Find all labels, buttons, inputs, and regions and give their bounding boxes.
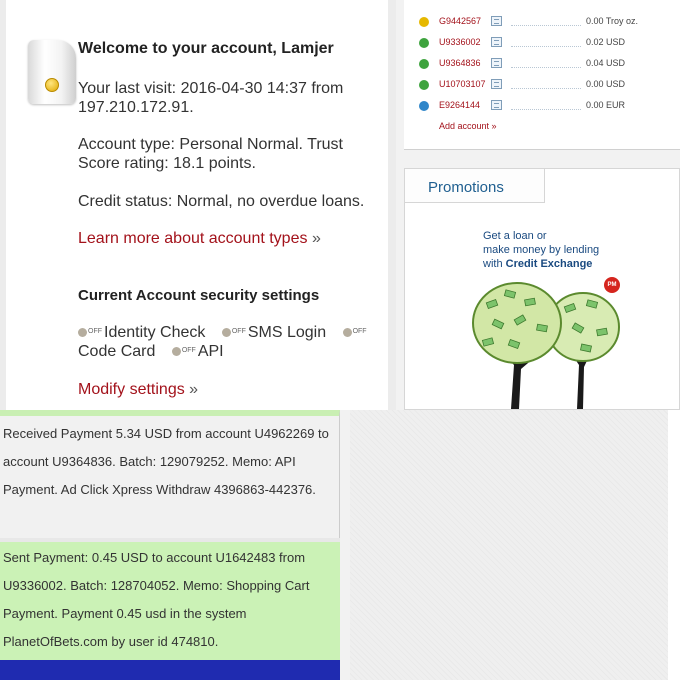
dotted-leader xyxy=(511,67,581,68)
sms-login-setting[interactable] xyxy=(222,324,331,341)
pm-logo-icon: PM xyxy=(604,277,620,293)
account-id[interactable]: U9364836 xyxy=(439,58,481,68)
account-avatar xyxy=(28,40,76,104)
modify-settings-arrow: » xyxy=(189,381,199,398)
sms-login-label: SMS Login xyxy=(247,324,327,342)
credit-status-text: Credit status: Normal, no overdue loans. xyxy=(78,193,365,210)
account-id[interactable]: U10703107 xyxy=(439,79,486,89)
promotions-title: Promotions xyxy=(428,179,504,196)
modify-settings-link[interactable] xyxy=(78,381,198,399)
account-id[interactable]: E9264144 xyxy=(439,100,481,110)
statement-icon[interactable] xyxy=(491,79,502,89)
statement-icon[interactable] xyxy=(491,37,502,47)
received-payment-notice xyxy=(0,410,340,538)
security-heading: Current Account security settings xyxy=(78,287,320,304)
accounts-panel xyxy=(404,0,680,150)
identity-check-label: Identity Check xyxy=(104,324,206,342)
account-balance: 0.00 EUR xyxy=(586,100,626,110)
off-toggle-icon[interactable]: OFF xyxy=(78,324,102,342)
credit-exchange-label: Credit Exchange xyxy=(505,258,593,270)
sent-payment-notice xyxy=(0,542,340,662)
off-toggle-icon[interactable]: OFF xyxy=(172,343,196,361)
statement-icon[interactable] xyxy=(491,100,502,110)
modify-settings-label[interactable]: Modify settings xyxy=(78,381,185,398)
statement-icon[interactable] xyxy=(491,16,502,26)
promotions-tab[interactable] xyxy=(405,169,545,203)
account-row[interactable] xyxy=(419,16,679,30)
api-setting[interactable] xyxy=(172,343,224,360)
code-card-label: Code Card xyxy=(78,343,156,361)
promo-line-3: with Credit Exchange xyxy=(483,258,593,270)
account-row[interactable] xyxy=(419,58,679,72)
payments-section xyxy=(0,410,340,680)
empty-background-area xyxy=(350,410,668,680)
promo-line-1: Get a loan or xyxy=(483,230,547,242)
account-balance: 0.02 USD xyxy=(586,37,626,47)
credit-exchange-banner-text[interactable] xyxy=(483,229,599,271)
eur-coin-icon xyxy=(419,101,429,111)
last-visit-text: Your last visit: 2016-04-30 14:37 from 197.210.172.91. xyxy=(78,80,344,116)
add-account-link[interactable]: Add account » xyxy=(439,121,497,131)
sent-payment-text: Sent Payment: 0.45 USD to account U1642483 from U9336002. Batch: 128704052. Memo: Shopping Cart Payment. Payment 0.45 usd in the system PlanetOfBets.com by user id 474810. xyxy=(3,550,310,649)
footer-bar xyxy=(0,660,340,680)
account-row[interactable] xyxy=(419,79,679,93)
security-row-2 xyxy=(78,343,236,361)
account-type-text: Account type: Personal Normal. Trust Score rating: 18.1 points. xyxy=(78,136,343,172)
account-balance: 0.00 Troy oz. xyxy=(586,16,639,26)
gold-badge-icon xyxy=(45,78,59,92)
security-row-1 xyxy=(78,324,381,342)
account-row[interactable] xyxy=(419,37,679,51)
promotions-panel xyxy=(404,168,680,410)
account-row[interactable] xyxy=(419,100,679,114)
received-payment-text: Received Payment 5.34 USD from account U4962269 to account U9364836. Batch: 129079252. Memo: API Payment. Ad Click Xpress Withdraw 4396863-442376. xyxy=(3,426,329,497)
learn-more-link[interactable] xyxy=(78,230,321,248)
dotted-leader xyxy=(511,88,581,89)
account-balance: 0.04 USD xyxy=(586,58,626,68)
welcome-title: Welcome to your account, Lamjer xyxy=(78,40,334,57)
promo-line-2: make money by lending xyxy=(483,244,600,256)
usd-coin-icon xyxy=(419,59,429,69)
gold-coin-icon xyxy=(419,17,429,27)
usd-coin-icon xyxy=(419,38,429,48)
api-label: API xyxy=(197,343,224,361)
right-gutter xyxy=(668,410,680,680)
account-id[interactable]: G9442567 xyxy=(439,16,482,26)
statement-icon[interactable] xyxy=(491,58,502,68)
identity-check-setting[interactable] xyxy=(78,324,210,341)
dotted-leader xyxy=(511,109,581,110)
off-toggle-icon[interactable]: OFF xyxy=(222,324,246,342)
learn-more-arrow: » xyxy=(311,230,321,247)
off-toggle-icon[interactable]: OFF xyxy=(343,324,367,342)
money-trees-icon[interactable] xyxy=(465,269,635,409)
code-card-toggle[interactable] xyxy=(343,324,369,341)
dotted-leader xyxy=(511,25,581,26)
account-balance: 0.00 USD xyxy=(586,79,626,89)
account-id[interactable]: U9336002 xyxy=(439,37,481,47)
learn-more-label[interactable]: Learn more about account types xyxy=(78,230,308,247)
usd-coin-icon xyxy=(419,80,429,90)
dotted-leader xyxy=(511,46,581,47)
welcome-panel xyxy=(0,0,396,410)
